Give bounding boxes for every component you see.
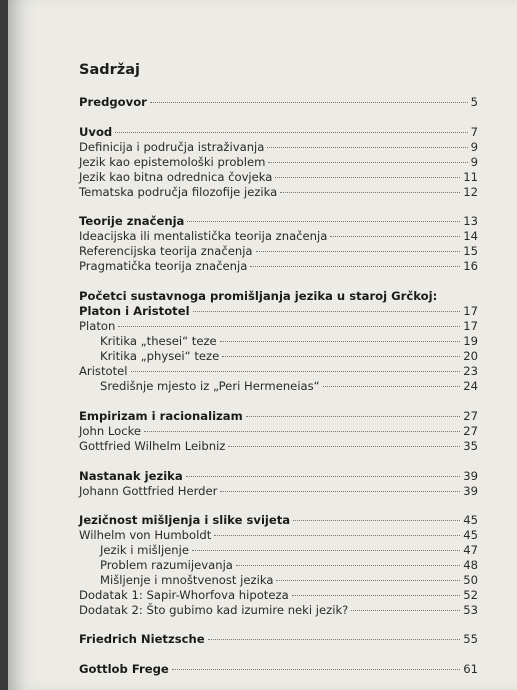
toc-page-number: 45 [463,528,478,542]
toc-page-number: 5 [470,95,478,109]
toc-entry-label: Tematska područja filozofije jezika [79,185,278,199]
toc-entry [79,185,478,202]
toc-entry [79,632,478,649]
toc-entry-label: Pragmatička teorija značenja [79,259,248,273]
dot-leader [144,430,460,432]
toc-entry-label: Kritika „thesei“ teze [100,334,217,348]
toc-page-number: 61 [463,662,478,676]
dot-leader [323,385,461,387]
dot-leader [250,265,460,267]
dot-leader [186,475,461,477]
dot-leader [208,638,461,640]
toc-entry-label: Teorije značenja [79,214,185,228]
dot-leader [246,415,461,417]
toc-page-number: 17 [463,319,478,333]
toc-entry-label: Središnje mjesto iz „Peri Hermeneias“ [100,379,320,393]
table-of-contents [8,0,517,690]
dot-leader [236,564,460,566]
toc-entry-label: Aristotel [79,364,128,378]
dot-leader [118,325,460,327]
toc-page-number: 9 [470,140,478,154]
toc-entry-label: Empirizam i racionalizam [79,409,243,423]
toc-page-number: 15 [463,244,478,258]
toc-entry-label: Ideacijska ili mentalistička teorija značenja [79,229,328,243]
dot-leader [275,176,460,178]
toc-entry-label: Jezik i mišljenje [100,543,189,557]
toc-page-number: 23 [463,364,478,378]
dot-leader [292,594,461,596]
dot-leader [293,519,460,521]
toc-page-number: 47 [463,543,478,557]
toc-entry-label: Referencijska teorija značenja [79,244,253,258]
toc-page-number: 24 [463,379,478,393]
dot-leader [115,131,467,133]
toc-page-number: 13 [463,214,478,228]
toc-page-number: 45 [463,513,478,527]
dot-leader [351,609,460,611]
dot-leader [192,549,460,551]
toc-entry-label: Uvod [79,125,113,139]
dot-leader [187,220,460,222]
dot-leader [330,235,460,237]
dot-leader [220,490,460,492]
dot-leader [150,101,468,103]
dot-leader [280,191,460,193]
dot-leader [131,370,461,372]
dot-leader [268,161,467,163]
toc-entry-label: Početci sustavnoga promišljanja jezika u staroj Grčkoj: [79,289,438,303]
toc-page-number: 16 [463,259,478,273]
toc-entry-label: Predgovor [79,95,147,109]
book-page [8,0,517,690]
toc-page-number: 50 [463,573,478,587]
dot-leader [193,310,461,312]
dot-leader [220,340,461,342]
dot-leader [172,668,460,670]
toc-page-number: 11 [463,170,478,184]
toc-entry-label: Dodatak 1: Sapir-Whorfova hipoteza [79,588,289,602]
toc-entry-label: Jezičnost mišljenja i slike svijeta [79,513,291,527]
dot-leader [276,579,460,581]
dot-leader [267,146,467,148]
toc-page-number: 7 [470,125,478,139]
toc-entry-label: Johann Gottfried Herder [79,484,218,498]
toc-entry-label: Nastanak jezika [79,469,183,483]
toc-entry-label: Wilhelm von Humboldt [79,528,212,542]
toc-page-number: 14 [463,229,478,243]
toc-entry [79,439,478,456]
toc-page-number: 9 [470,155,478,169]
toc-entry [100,379,478,396]
toc-entry [79,662,478,679]
toc-entry-label: Kritika „physei“ teze [100,349,220,363]
toc-entry-label: Platon i Aristotel [79,304,190,318]
toc-page-number: 17 [463,304,478,318]
toc-page-number: 20 [463,349,478,363]
toc-entry-label: Gottlob Frege [79,662,169,676]
toc-page-number: 39 [463,469,478,483]
toc-entry-label: Jezik kao bitna odrednica čovjeka [79,170,273,184]
toc-page-number: 27 [463,409,478,423]
toc-page-number: 35 [463,439,478,453]
toc-page-number: 55 [463,632,478,646]
toc-title: Sadržaj [79,62,140,78]
toc-entry [79,259,478,276]
toc-entry [79,603,478,620]
toc-entry [79,484,478,501]
toc-entry-label: Definicija i područja istraživanja [79,140,265,154]
toc-entry-label: Gottfried Wilhelm Leibniz [79,439,226,453]
toc-entry-label: John Locke [79,424,142,438]
toc-entry-label: Dodatak 2: Što gubimo kad izumire neki jezik? [79,603,349,617]
toc-page-number: 39 [463,484,478,498]
toc-page-number: 48 [463,558,478,572]
toc-entry-label: Problem razumijevanja [100,558,233,572]
toc-page-number: 27 [463,424,478,438]
toc-entry-label: Jezik kao epistemološki problem [79,155,266,169]
toc-page-number: 52 [463,588,478,602]
toc-entry-label: Platon [79,319,116,333]
toc-entry [79,95,478,112]
dot-leader [214,534,460,536]
toc-page-number: 12 [463,185,478,199]
toc-entry-label: Mišljenje i mnoštvenost jezika [100,573,274,587]
toc-entry-label: Friedrich Nietzsche [79,632,205,646]
toc-page-number: 19 [463,334,478,348]
dot-leader [256,250,461,252]
toc-page-number: 53 [463,603,478,617]
dot-leader [222,355,460,357]
dot-leader [228,445,460,447]
